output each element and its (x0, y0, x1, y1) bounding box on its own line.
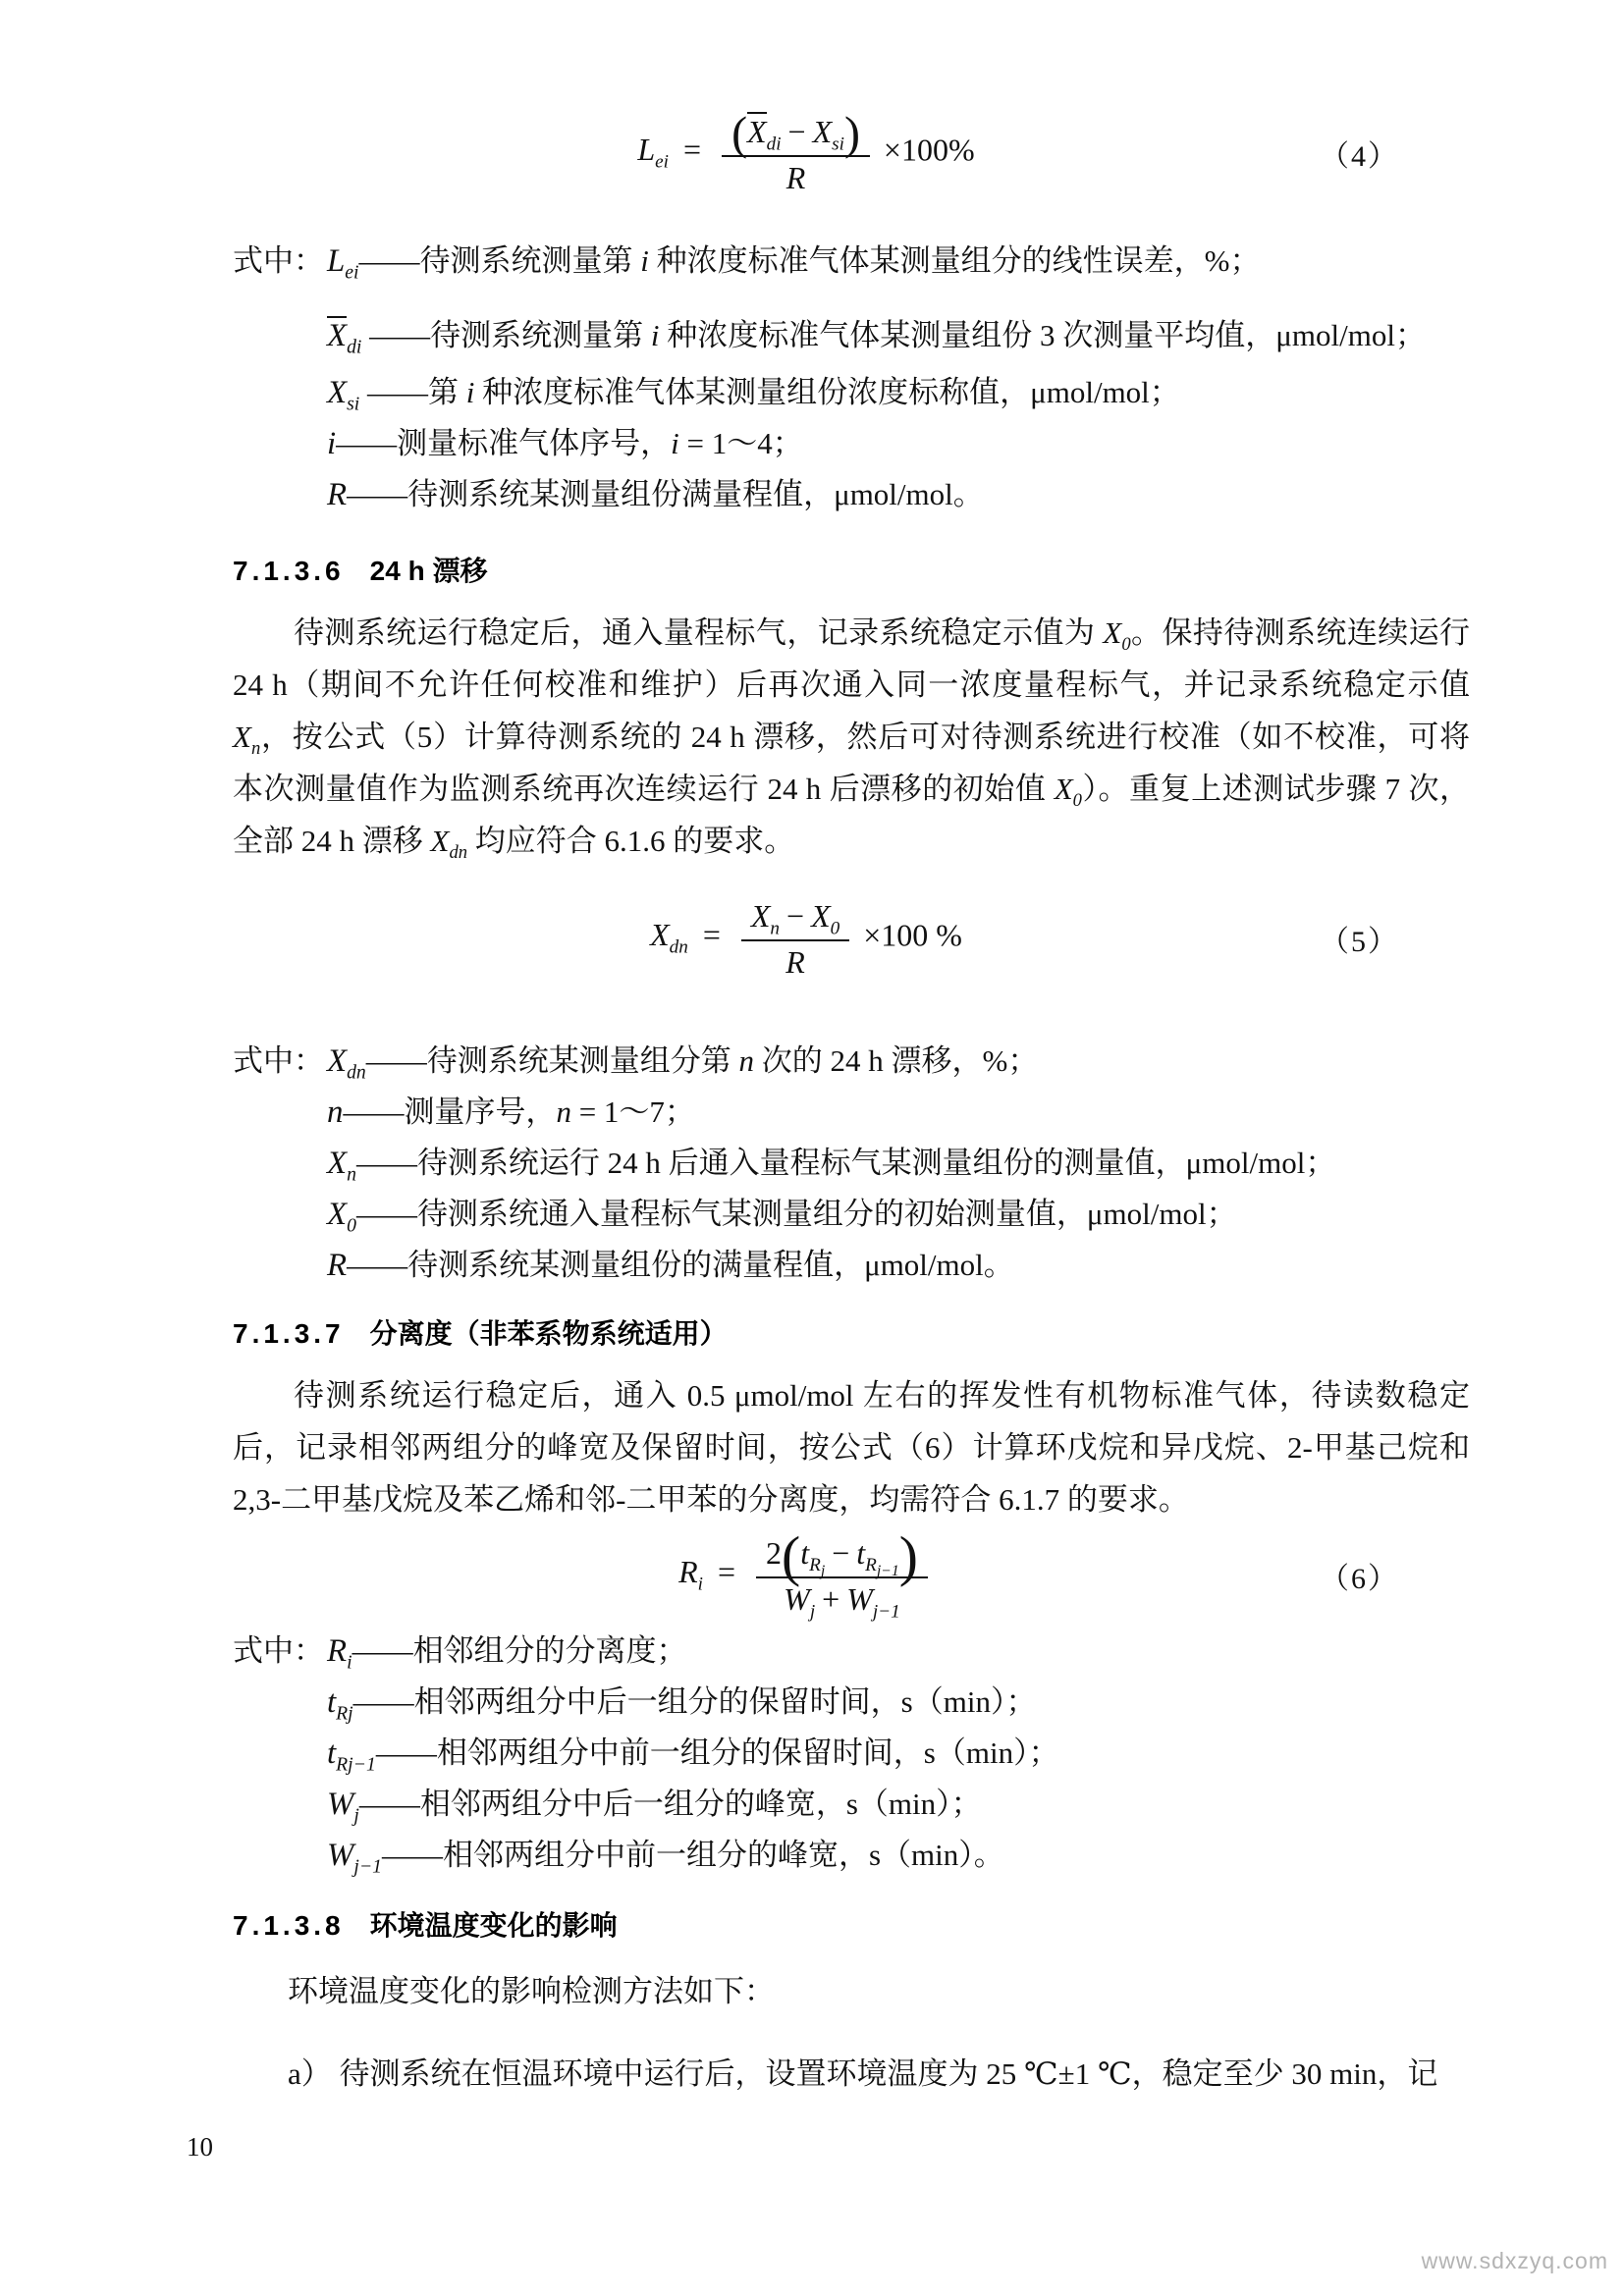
times-100-percent: ×100 % (863, 917, 962, 953)
denominator (741, 941, 849, 981)
var-sub: ei (345, 261, 359, 284)
var-base: R (785, 160, 806, 195)
math-variable (327, 375, 360, 415)
var-base: X (1103, 615, 1122, 650)
section-heading-7136 (233, 552, 1470, 591)
var-base: t (327, 1684, 337, 1721)
var-sub: di (766, 133, 782, 155)
definition-line (233, 1087, 1470, 1138)
text-run: ，按公式（5）计算待测系统的 24 h 漂移，然后可对待测系统进行校准（如不校准，可将本次测量值作为监测系统再次连续运行 24 h 后漂移的初始值 (233, 720, 1470, 806)
var-base: R (785, 944, 805, 980)
var-base: W (784, 1581, 810, 1618)
var-sub: R (865, 1555, 877, 1576)
text-run: ——待测系统某测量组份的满量程值，μmol/mol。 (347, 1248, 1014, 1282)
var-base: W (327, 1838, 354, 1874)
var-base: W (327, 1787, 354, 1823)
var-base: W (846, 1581, 873, 1618)
math-variable (327, 1248, 347, 1283)
text-run: n (738, 1043, 755, 1078)
var-sub: si (832, 133, 844, 155)
var-sub: dn (347, 1061, 366, 1084)
var-base: L (327, 243, 346, 279)
definition-line (233, 1728, 1470, 1779)
text-run: ——待测系统某测量组份满量程值，μmol/mol。 (347, 477, 984, 511)
var-subsub: j (820, 1563, 826, 1580)
text-run: ——测量序号， (343, 1095, 557, 1129)
math-variable (1054, 772, 1082, 812)
text-run: ——相邻两组分中后一组分的峰宽，s（min）； (358, 1787, 982, 1822)
var-base: X (327, 375, 348, 410)
definition-line (233, 469, 1470, 520)
text-run: 种浓度标准气体某测量组份浓度标称值，μmol/mol； (474, 375, 1180, 409)
var-base: R (327, 1633, 348, 1670)
math-variable (678, 1554, 703, 1595)
where-list-formula-4 (233, 236, 1470, 520)
var-sub: j (353, 1804, 359, 1827)
var-sub: i (697, 1574, 703, 1595)
math-variable (327, 1095, 343, 1130)
watermark-url: www.sdxzyq.com (1421, 2248, 1608, 2273)
text-run: 种浓度标准气体某测量组份 3 次测量平均值，μmol/mol； (659, 318, 1426, 352)
math-variable (327, 1043, 366, 1084)
text-run: ——待测系统通入量程标气某测量组分的初始测量值，μmol/mol； (355, 1197, 1237, 1231)
var-base: X (233, 720, 251, 754)
numerator (722, 107, 870, 160)
definition-line (233, 1677, 1470, 1728)
definition-line (233, 1138, 1470, 1189)
equation-number: （4） (1320, 140, 1399, 173)
formula-4-body (637, 107, 975, 196)
math-variable (327, 477, 347, 512)
text-run: = 1～4； (678, 426, 803, 460)
open-paren: ( (731, 107, 748, 160)
fraction (756, 1525, 928, 1623)
var-sub: n (250, 738, 261, 760)
where-label: 式中： (233, 1633, 324, 1669)
text-run: ——相邻两组分中前一组分的保留时间，s（min）； (375, 1735, 1059, 1771)
times-100-percent: ×100% (883, 132, 975, 168)
var-sub: j−1 (353, 1855, 382, 1878)
numerator (741, 896, 849, 941)
var-sub: n (347, 1163, 356, 1186)
paragraph-7137 (233, 1369, 1470, 1525)
text-run: i (650, 318, 660, 352)
var-base: X (811, 898, 831, 934)
var-sub: dn (669, 936, 688, 958)
math-variable (327, 1838, 382, 1878)
where-label: 式中： (233, 1043, 324, 1078)
var-base: X (812, 114, 833, 149)
text-run: ——待测系统测量第 (361, 318, 651, 352)
text-run: 待测系统运行稳定后，通入 0.5 μmol/mol 左右的挥发性有机物标准气体，待读数稳定后，记录相邻两组分的峰宽及保留时间，按公式（6）计算环戊烷和异戊烷、2-甲基己烷和 2,3-二甲基戊烷及苯乙烯和邻-二甲苯的分离度，均需符合 6.1.7 的要求。 (233, 1378, 1470, 1517)
equation-number: （5） (1320, 926, 1399, 958)
equals-sign: = (683, 132, 702, 168)
var-sub: dn (449, 842, 468, 864)
var-base: X (750, 898, 771, 934)
var-base: X (327, 318, 348, 353)
var-sub: Rj (336, 1702, 353, 1725)
minus-sign: − (787, 114, 806, 149)
definition-line (233, 1240, 1470, 1291)
overline (327, 316, 347, 352)
var-sub: si (347, 393, 360, 415)
var-base: L (637, 132, 656, 168)
var-sub: i (347, 1651, 352, 1674)
heading-number: 7.1.3.7 (233, 1318, 345, 1349)
math-variable (327, 426, 336, 461)
math-variable (1103, 615, 1131, 656)
var-sub: 0 (347, 1214, 356, 1237)
text-run: = 1～7； (570, 1095, 695, 1129)
var-base: t (327, 1735, 337, 1772)
var-base: R (327, 1248, 348, 1283)
math-variable (327, 243, 359, 284)
math-variable (327, 1787, 359, 1827)
paragraph-7136 (233, 607, 1470, 867)
text-run: 。保持待测系统连续运行 24 h（期间不允许任何校准和维护）后再次通入同一浓度量程标气，并记录系统稳定示值 (233, 615, 1471, 702)
formula-4 (233, 107, 1470, 196)
var-subsub: j−1 (876, 1563, 899, 1580)
minus-sign: − (786, 898, 805, 934)
math-variable (327, 1735, 376, 1776)
section-heading-7137 (233, 1314, 1470, 1354)
var-base: R (327, 477, 348, 512)
fraction (741, 896, 849, 981)
text-run: 种浓度标准气体某测量组分的线性误差，%； (648, 243, 1261, 278)
definition-line (233, 236, 1470, 287)
math-variable (233, 720, 261, 760)
definition-line (233, 418, 1470, 469)
text-run: n (556, 1095, 571, 1129)
heading-title: 环境温度变化的影响 (369, 1910, 618, 1942)
text-run: ）。重复上述测试步骤 7 次，全部 24 h 漂移 (233, 772, 1471, 858)
text-run: ——待测系统测量第 (358, 243, 641, 278)
var-base: X (327, 1197, 348, 1232)
text-run: ——相邻两组分中前一组分的峰宽，s（min）。 (382, 1838, 1004, 1873)
var-sub: j−1 (872, 1601, 900, 1623)
coefficient: 2 (766, 1535, 783, 1571)
numerator (756, 1525, 928, 1588)
definition-line (233, 287, 1470, 367)
text-run: ——相邻组分的分离度； (352, 1633, 687, 1669)
text-run: ——相邻两组分中后一组分的保留时间，s（min）； (352, 1684, 1037, 1720)
math-variable (430, 824, 468, 864)
text-run: i (640, 243, 649, 278)
var-base: X (650, 917, 670, 953)
heading-number: 7.1.3.6 (233, 556, 345, 586)
list-item-a: a） 待测系统在恒温环境中运行后，设置环境温度为 25 ℃±1 ℃，稳定至少 30 min，记 (288, 2056, 1438, 2092)
page-number: 10 (187, 2132, 213, 2162)
definition-line (233, 1036, 1470, 1087)
var-sub: R (809, 1555, 821, 1576)
page-content (233, 0, 1470, 2130)
var-sub: 0 (830, 918, 840, 939)
text-run: ——测量标准气体序号， (336, 426, 672, 460)
math-variable (650, 917, 688, 958)
var-sub: j (809, 1601, 816, 1623)
var-base: n (327, 1095, 344, 1130)
definition-line (233, 1779, 1470, 1830)
equals-sign: = (717, 1554, 736, 1590)
var-sub: 0 (1072, 790, 1082, 812)
text-run: i (671, 426, 679, 460)
math-variable (327, 1197, 356, 1237)
var-base: X (327, 1043, 348, 1079)
heading-number: 7.1.3.8 (233, 1910, 345, 1942)
var-sub: di (347, 336, 362, 358)
math-variable (327, 1633, 352, 1674)
intro-line-7138: 环境温度变化的影响检测方法如下： (288, 1974, 775, 2009)
var-base: X (1054, 772, 1073, 806)
math-variable (637, 132, 670, 173)
formula-5 (233, 886, 1470, 990)
equals-sign: = (702, 917, 721, 953)
text-run: 待测系统运行稳定后，通入量程标气，记录系统稳定示值为 (294, 615, 1104, 650)
var-sub: Rj−1 (336, 1753, 376, 1776)
formula-6-body (678, 1525, 934, 1623)
var-base: t (800, 1535, 810, 1571)
open-paren: ( (782, 1525, 801, 1588)
fraction (722, 107, 870, 196)
var-base: i (327, 426, 337, 461)
var-base: t (856, 1535, 866, 1571)
definition-line (233, 1626, 1470, 1677)
var-sub: ei (655, 151, 670, 173)
math-variable (327, 1684, 353, 1725)
var-base: X (747, 114, 767, 149)
formula-5-body (650, 896, 962, 981)
text-run: ——待测系统某测量组分第 (365, 1043, 739, 1078)
var-base: X (327, 1146, 348, 1181)
math-variable (327, 1146, 356, 1186)
text-run: i (465, 375, 475, 409)
var-base: X (430, 824, 450, 858)
equation-number: （6） (1320, 1563, 1399, 1596)
var-base: R (678, 1554, 698, 1590)
text-run: ——待测系统运行 24 h 后通入量程标气某测量组份的测量值，μmol/mol； (355, 1146, 1336, 1180)
definition-line (233, 1189, 1470, 1240)
var-sub: n (770, 918, 781, 939)
text-run: ——第 (359, 375, 466, 409)
denominator (722, 157, 870, 196)
plus-sign: + (822, 1581, 840, 1618)
definition-line (233, 367, 1470, 418)
overline (747, 112, 767, 147)
where-list-formula-5 (233, 1036, 1470, 1291)
where-list-formula-6 (233, 1626, 1470, 1881)
text-run: 均应符合 6.1.6 的要求。 (467, 824, 795, 858)
minus-sign: − (832, 1535, 850, 1571)
section-heading-7138 (233, 1906, 1470, 1946)
var-sub: 0 (1121, 634, 1131, 656)
text-run: 次的 24 h 漂移，%； (754, 1043, 1039, 1078)
close-paren: ) (843, 107, 860, 160)
close-paren: ) (898, 1525, 918, 1588)
math-variable (327, 318, 362, 358)
heading-title: 分离度（非苯系物系统适用） (369, 1318, 728, 1349)
formula-6 (233, 1527, 1470, 1624)
definition-line (233, 1830, 1470, 1881)
where-label: 式中： (233, 243, 324, 278)
heading-title: 24 h 漂移 (369, 556, 488, 586)
